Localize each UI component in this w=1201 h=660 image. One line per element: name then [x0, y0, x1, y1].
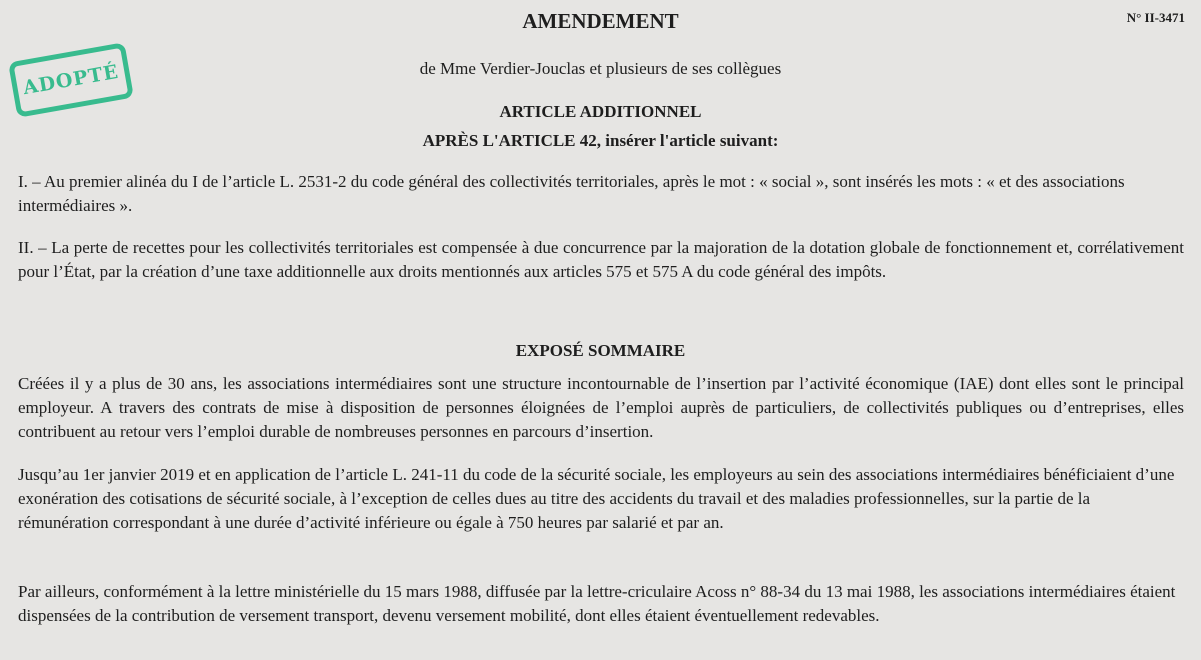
expose-heading: EXPOSÉ SOMMAIRE [515, 341, 686, 360]
expose-paragraph-1: Créées il y a plus de 30 ans, les associations intermédiaires sont une structure incontournable de l’insertion par l’activité économique (IAE) dont elles sont le principal employeur. A travers des contrats de mise à disposition de personnes éloignées de l’emploi auprès de particuliers, de collectivités publiques ou d’entreprises, elles contribuent au retour vers l’emploi durable de nombreuses personnes en parcours d’insertion. [18, 374, 1184, 441]
expose-paragraph-2: Jusqu’au 1er janvier 2019 et en application de l’article L. 241-11 du code de la sécurité sociale, les employeurs au sein des associations intermédiaires bénéficiaient d’une exonération des cotisations de sécurité sociale, à l’exception de celles dues au titre des accidents du travail et des maladies professionnelles, sur la partie de la rémunération correspondant à une durée d’activité inférieure ou égale à 750 heures par salarié et par an. [18, 465, 1175, 532]
expose-paragraph-3: Par ailleurs, conformément à la lettre ministérielle du 15 mars 1988, diffusée par la lettre-criculaire Acoss n° 88-34 du 13 mai 1988, les associations intermédiaires étaient dispensées de la contribution de versement transport, devenu versement mobilité, dont elles étaient éventuellement redevables. [18, 582, 1176, 625]
article-subheading: APRÈS L'ARTICLE 42, insérer l'article suivant: [422, 131, 779, 150]
article-heading: ARTICLE ADDITIONNEL [499, 102, 702, 121]
author-line: de Mme Verdier-Jouclas et plusieurs de ses collègues [419, 59, 782, 78]
amendment-title: AMENDEMENT [522, 9, 679, 33]
adopted-stamp-label: ADOPTÉ [21, 60, 121, 100]
paragraph-1: I. – Au premier alinéa du I de l’article L. 2531-2 du code général des collectivités territoriales, après le mot : « social », sont insérés les mots : « et des associations intermédiaires ». [18, 172, 1125, 215]
amendment-number: N° II-3471 [1126, 10, 1185, 25]
paragraph-2: II. – La perte de recettes pour les collectivités territoriales est compensée à due concurrence par la majoration de la dotation globale de fonctionnement et, corrélativement pour l’État, par la création d’une taxe additionnelle aux droits mentionnés aux articles 575 et 575 A du code général des impôts. [18, 238, 1184, 281]
